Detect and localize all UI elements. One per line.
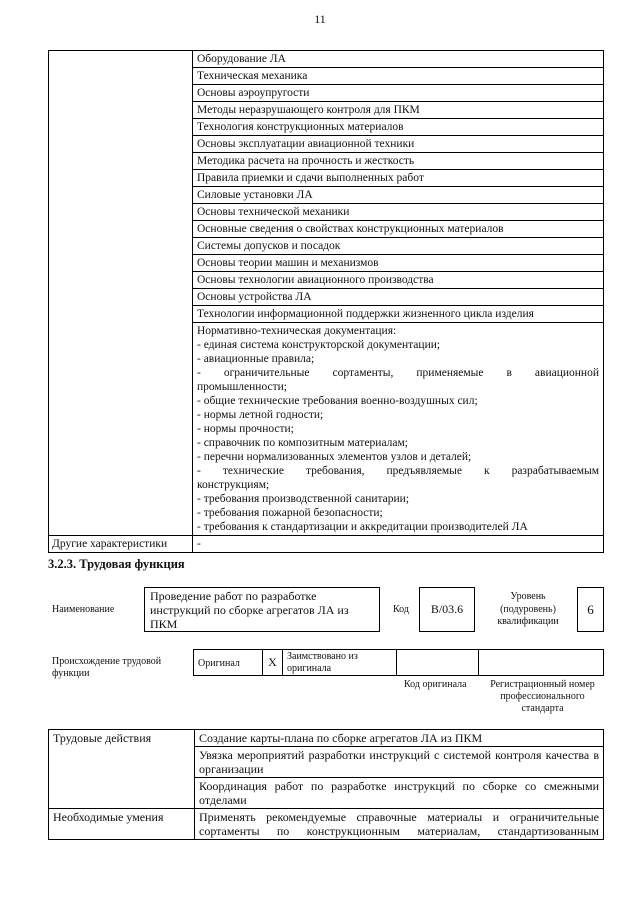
- normative-line: - общие технические требования военно-воздушных сил;: [197, 395, 478, 407]
- knowledge-item: Технология конструкционных материалов: [193, 119, 604, 136]
- normative-cell: [193, 323, 604, 536]
- knowledge-item: Основы технической механики: [193, 204, 604, 221]
- reg-number-label: Регистрационный номер профессионального стандарта: [490, 679, 595, 714]
- knowledge-item: Основы технологии авиационного производства: [193, 272, 604, 289]
- reg-number-cell: [478, 649, 604, 676]
- page-number: 11: [314, 12, 326, 26]
- level-box: 6: [577, 587, 604, 632]
- knowledge-row: [49, 51, 604, 68]
- knowledge-item: Методика расчета на прочность и жесткость: [193, 153, 604, 170]
- knowledge-item: Системы допусков и посадок: [193, 238, 604, 255]
- normative-line: - авиационные правила;: [197, 353, 315, 365]
- skills-text: Применять рекомендуемые справочные материалы и ограничительные сортаменты по конструкционным материалам, стандартизованным: [195, 809, 604, 840]
- knowledge-item: Технологии информационной поддержки жизненного цикла изделия: [193, 306, 604, 323]
- normative-line: - нормы летной годности;: [197, 409, 324, 421]
- actions-label: Трудовые действия: [49, 730, 195, 809]
- action-item: Увязка мероприятий разработки инструкций с системой контроля качества в организации: [195, 747, 604, 778]
- knowledge-item: Правила приемки и сдачи выполненных работ: [193, 170, 604, 187]
- skills-row: [49, 809, 604, 840]
- knowledge-label-cell: [49, 51, 193, 536]
- action-row: [49, 730, 604, 747]
- knowledge-item: Основы эксплуатации авиационной техники: [193, 136, 604, 153]
- knowledge-item: Техническая механика: [193, 68, 604, 85]
- normative-line: конструкциям;: [197, 479, 270, 491]
- normative-line: - технические требования, предъявляемые к разрабатываемым: [197, 465, 599, 477]
- knowledge-item: Основы теории машин и механизмов: [193, 255, 604, 272]
- borrowed-cell: Заимствовано из оригинала: [282, 649, 397, 676]
- normative-line: - требования производственной санитарии;: [197, 493, 410, 505]
- original-cell: [193, 649, 263, 676]
- original-code-cell: [396, 649, 479, 676]
- other-row: [49, 536, 604, 553]
- code-label: Код: [393, 604, 409, 615]
- section-title: 3.2.3. Трудовая функция: [48, 557, 185, 571]
- knowledge-item: Силовые установки ЛА: [193, 187, 604, 204]
- knowledge-item: Основы устройства ЛА: [193, 289, 604, 306]
- other-label: Другие характеристики: [49, 536, 193, 553]
- action-item: Координация работ по разработке инструкций по сборке со смежными отделами: [195, 778, 604, 809]
- knowledge-item: Оборудование ЛА: [193, 51, 604, 68]
- other-value: -: [193, 536, 604, 553]
- knowledge-item: Основные сведения о свойствах конструкционных материалов: [193, 221, 604, 238]
- normative-line: - справочник по композитным материалам;: [197, 437, 408, 449]
- function-name-box: Проведение работ по разработке инструкций по сборке агрегатов ЛА из ПКМ: [144, 587, 380, 632]
- code-original-label: Код оригинала: [404, 679, 467, 690]
- skills-label: Необходимые умения: [49, 809, 195, 840]
- origin-label: Происхождение трудовой функции: [52, 656, 162, 679]
- normative-line: - требования к стандартизации и аккредитации производителей ЛА: [197, 521, 528, 533]
- function-table: [48, 729, 604, 840]
- level-label: Уровень (подуровень) квалификации: [497, 591, 559, 627]
- normative-line: - требования пожарной безопасности;: [197, 507, 383, 519]
- knowledge-table: [48, 50, 604, 553]
- name-label: Наименование: [52, 604, 115, 615]
- knowledge-item: Методы неразрушающего контроля для ПКМ: [193, 102, 604, 119]
- action-item: Создание карты-плана по сборке агрегатов ЛА из ПКМ: [195, 730, 604, 747]
- normative-title: Нормативно-техническая документация:: [197, 325, 397, 337]
- origin-row: [193, 649, 604, 676]
- normative-line: - перечни нормализованных элементов узлов и деталей;: [197, 451, 472, 463]
- original-mark: X: [262, 649, 283, 676]
- normative-line: - единая система конструкторской документации;: [197, 339, 441, 351]
- normative-line: промышленности;: [197, 381, 287, 393]
- normative-line: - нормы прочности;: [197, 423, 294, 435]
- knowledge-item: Основы аэроупругости: [193, 85, 604, 102]
- original-label: Оригинал: [198, 658, 240, 669]
- normative-line: - ограничительные сортаменты, применяемые в авиационной: [197, 367, 599, 379]
- code-box: B/03.6: [419, 587, 475, 632]
